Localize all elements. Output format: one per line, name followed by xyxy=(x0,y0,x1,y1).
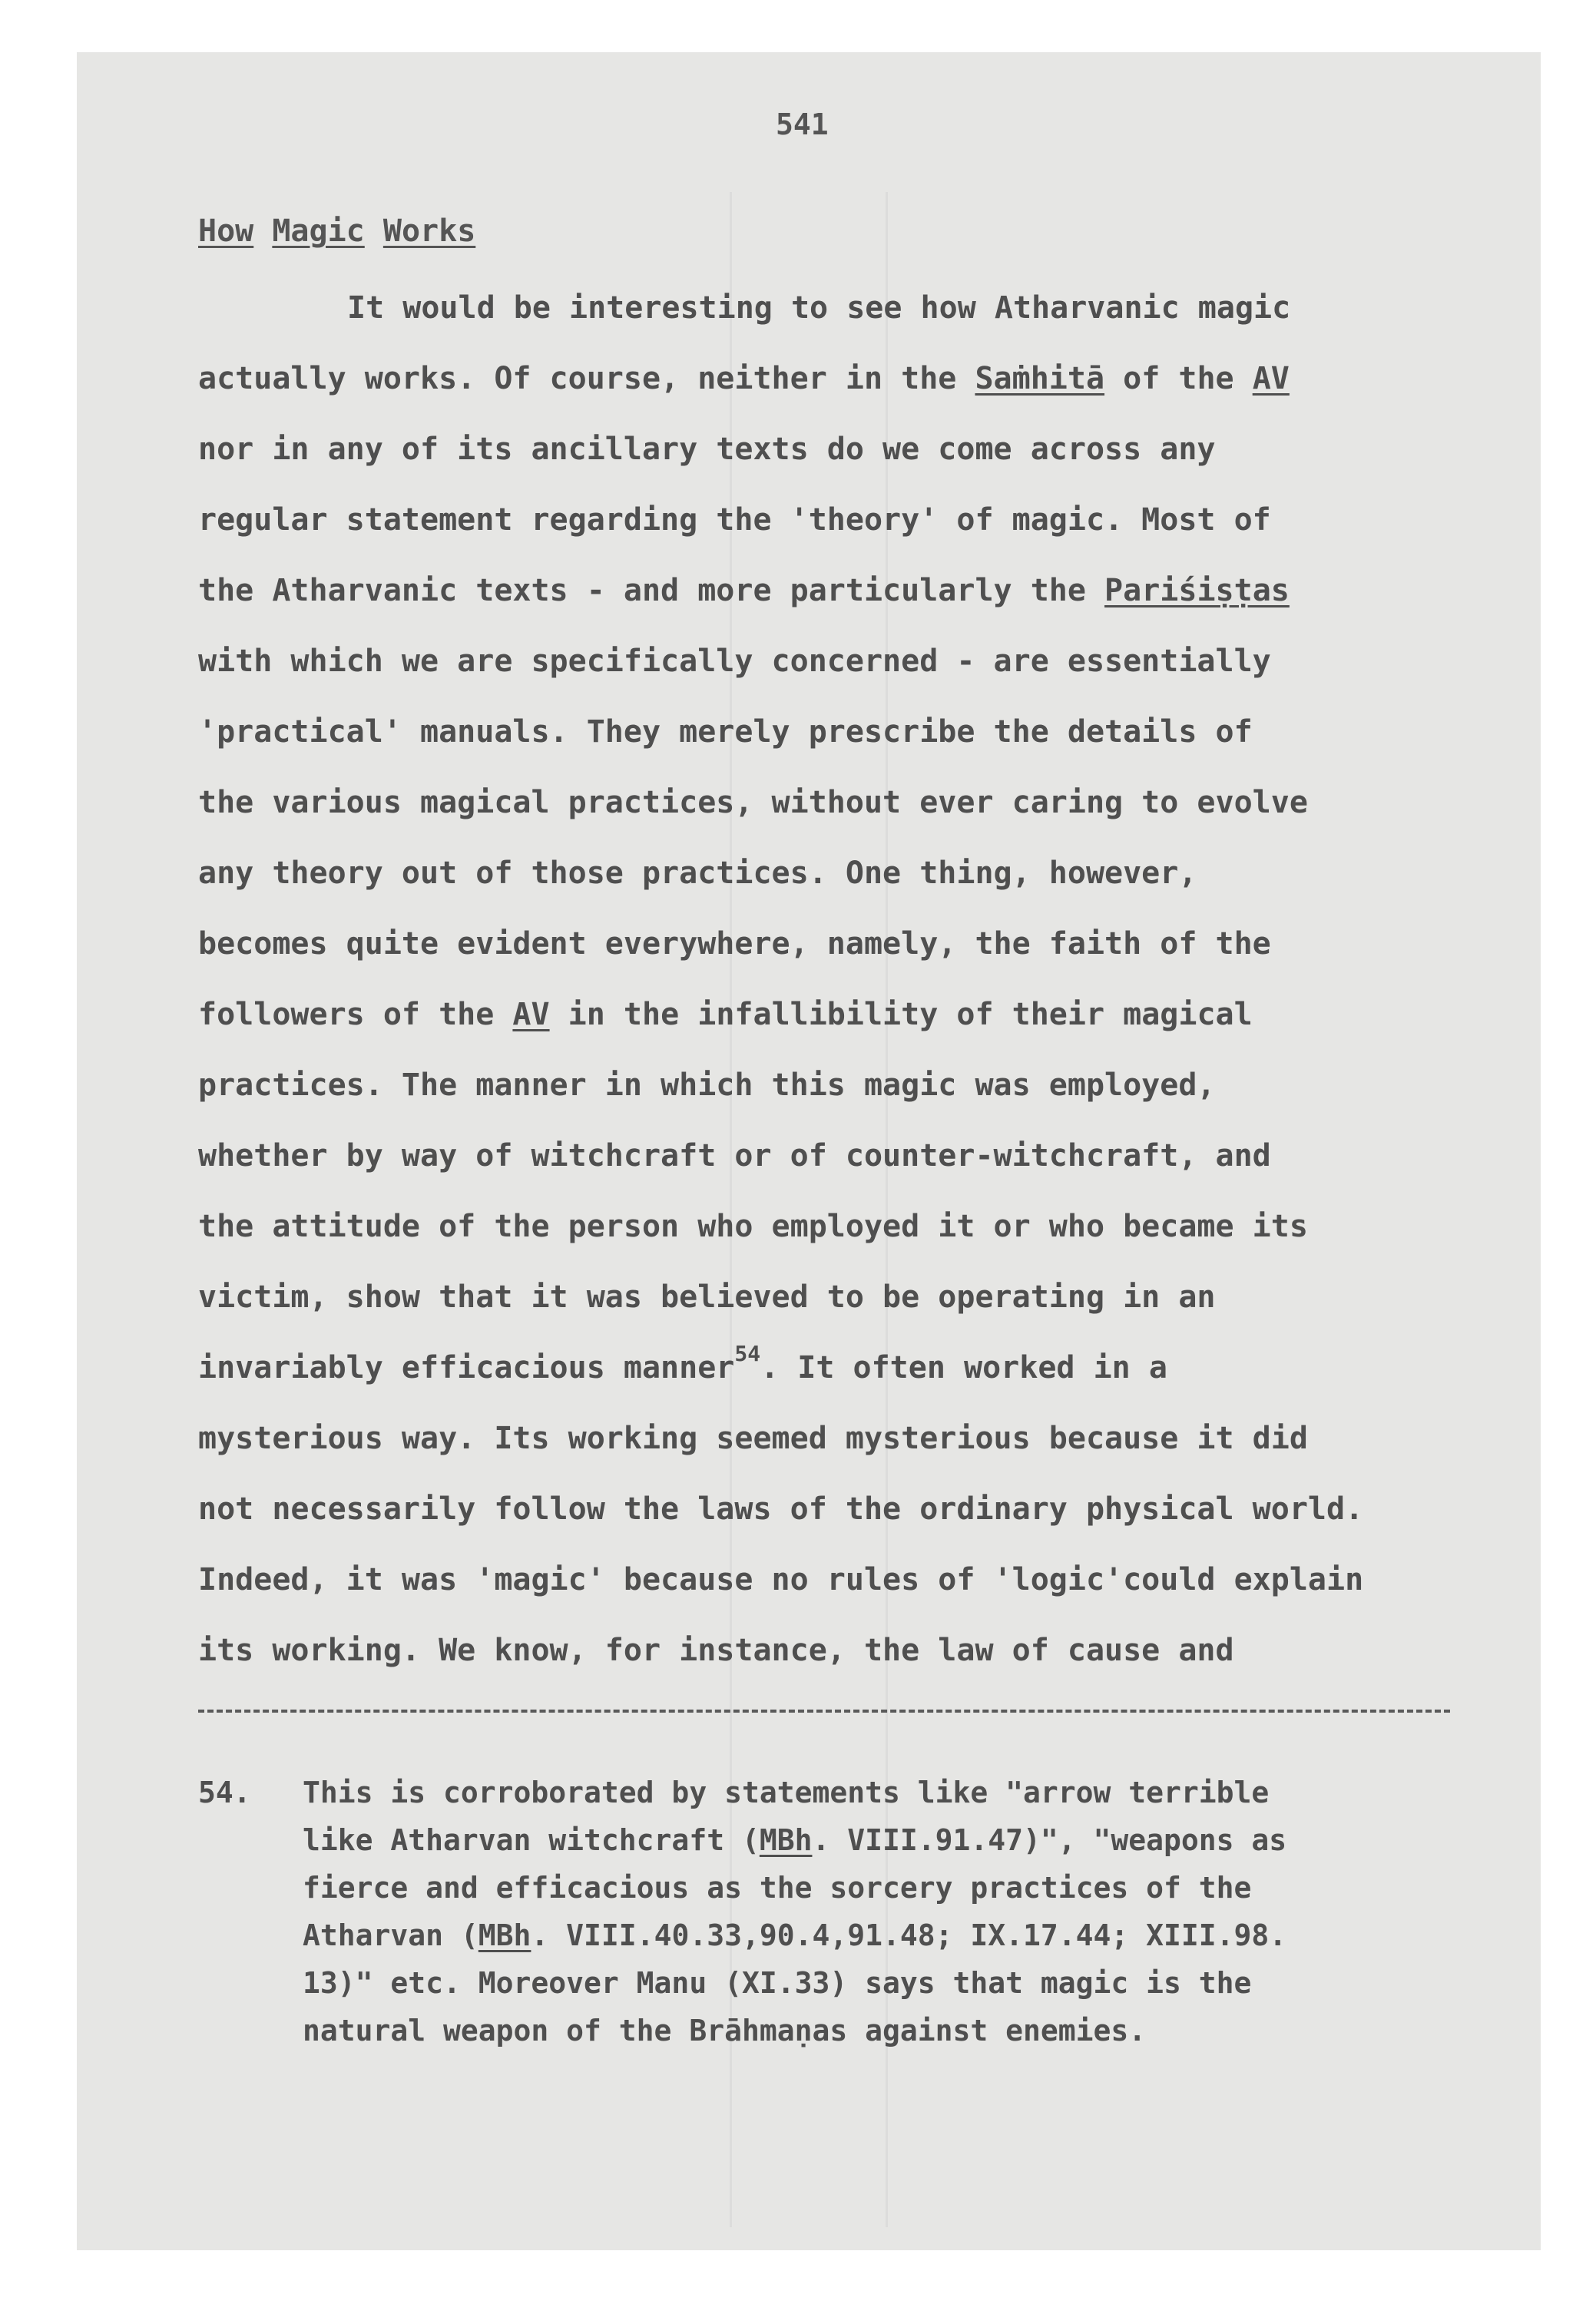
footnote-line-6: natural weapon of the Brāhmaṇas against enemies. xyxy=(303,2014,1147,2047)
body-line-8: the various magical practices, without ever caring to evolve xyxy=(198,785,1308,820)
footnote-line-4b: . VIII.40.33,90.4,91.48; IX.17.44; XIII.98. xyxy=(531,1918,1287,1952)
body-line-19: Indeed, it was 'magic' because no rules of 'logic'could explain xyxy=(198,1562,1364,1597)
body-line-16-rest: . It often worked in a xyxy=(760,1350,1167,1385)
footnote-line-4a: Atharvan ( xyxy=(303,1918,478,1952)
term-mbh-2: MBh xyxy=(478,1918,531,1952)
footnote-line-1: This is corroborated by statements like "arrow terrible xyxy=(303,1776,1270,1809)
body-line-17: mysterious way. Its working seemed mysterious because it did xyxy=(198,1421,1308,1456)
footnote-reference: 54 xyxy=(734,1341,761,1366)
term-samhita: Saṁhitā xyxy=(975,361,1105,396)
footnote-number: 54. xyxy=(198,1776,251,1809)
body-line-12: practices. The manner in which this magic was employed, xyxy=(198,1068,1216,1103)
body-line-11-text: followers of the xyxy=(198,997,513,1032)
body-line-4: regular statement regarding the 'theory' of magic. Most of xyxy=(198,502,1271,538)
body-line-7: 'practical' manuals. They merely prescribe the details of xyxy=(198,714,1253,750)
term-parisistas: Pariśiṣṭas xyxy=(1104,573,1290,608)
heading-word-magic: Magic xyxy=(272,214,365,249)
body-line-3: nor in any of its ancillary texts do we come across any xyxy=(198,432,1216,467)
body-line-1: It would be interesting to see how Atharvanic magic xyxy=(347,290,1291,326)
body-line-20: its working. We know, for instance, the law of cause and xyxy=(198,1633,1234,1668)
term-mbh-1: MBh xyxy=(759,1823,813,1857)
footnote-line-5: 13)" etc. Moreover Manu (XI.33) says that magic is the xyxy=(303,1966,1252,2000)
footnote-line-2a: like Atharvan witchcraft ( xyxy=(303,1823,760,1857)
body-line-16-text: invariably efficacious manner xyxy=(198,1350,735,1385)
page-number: 541 xyxy=(776,108,829,141)
body-line-16 xyxy=(198,1341,1167,1385)
body-line-5-text: the Atharvanic texts - and more particularly the xyxy=(198,573,1105,608)
footnote-line-3: fierce and efficacious as the sorcery practices of the xyxy=(303,1871,1252,1905)
body-line-11 xyxy=(198,997,1253,1032)
body-line-15: victim, show that it was believed to be operating in an xyxy=(198,1279,1216,1315)
footnote-line-2 xyxy=(303,1823,1286,1857)
body-line-6: with which we are specifically concerned - are essentially xyxy=(198,644,1271,679)
section-heading xyxy=(198,214,475,249)
heading-word-works: Works xyxy=(382,214,476,249)
term-av-1: AV xyxy=(1252,361,1290,396)
heading-word-how: How xyxy=(198,214,254,249)
text-of-the: of the xyxy=(1104,361,1253,396)
body-line-13: whether by way of witchcraft or of counter-witchcraft, and xyxy=(198,1138,1271,1174)
term-av-2: AV xyxy=(512,997,550,1032)
footnote-separator xyxy=(198,1710,1450,1713)
body-line-2 xyxy=(198,361,1290,396)
body-line-10: becomes quite evident everywhere, namely, the faith of the xyxy=(198,926,1271,962)
footnote-line-4 xyxy=(303,1918,1286,1952)
body-line-14: the attitude of the person who employed it or who became its xyxy=(198,1209,1308,1244)
body-line-11-rest: in the infallibility of their magical xyxy=(549,997,1253,1032)
footnote-line-2b: . VIII.91.47)", "weapons as xyxy=(812,1823,1287,1857)
body-line-9: any theory out of those practices. One thing, however, xyxy=(198,856,1197,891)
body-line-18: not necessarily follow the laws of the ordinary physical world. xyxy=(198,1491,1364,1527)
body-line-5 xyxy=(198,573,1290,608)
body-line-2-text: actually works. Of course, neither in the xyxy=(198,361,975,396)
